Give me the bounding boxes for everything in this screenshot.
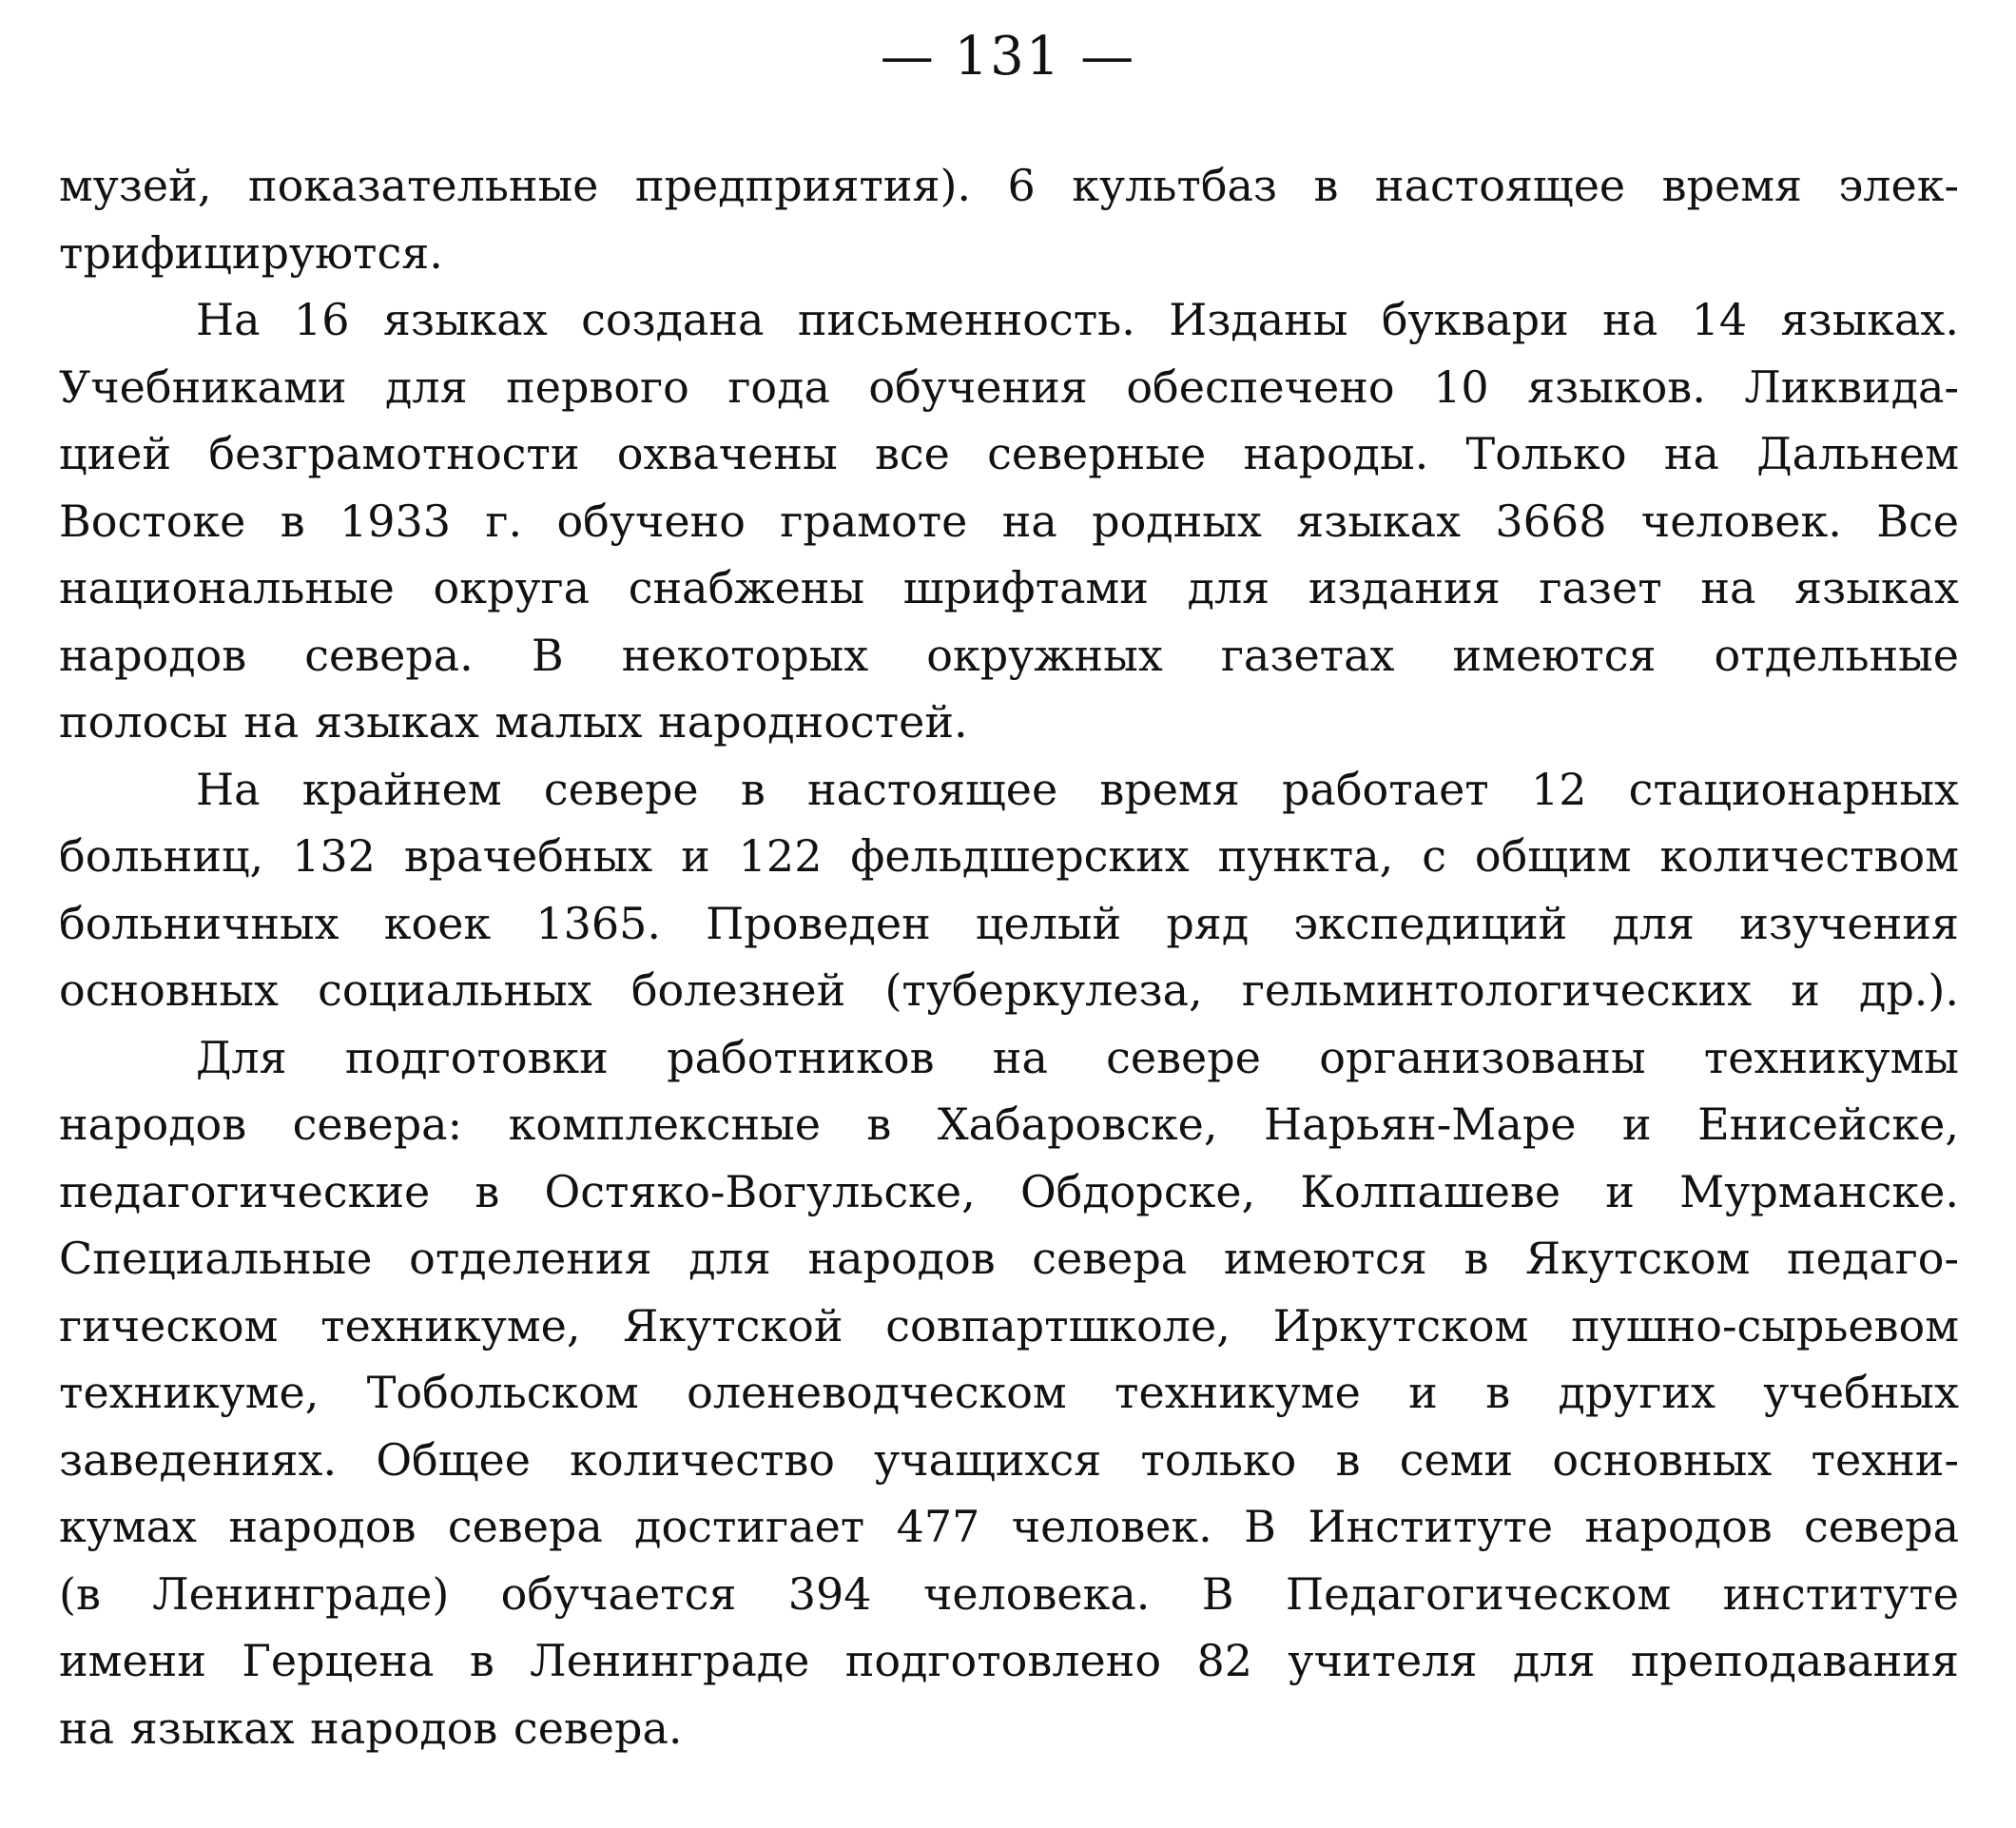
- text-line: трифицируются.: [59, 226, 443, 279]
- text-line: больниц, 132 врачебных и 122 фельдшерских пункта, с общим количеством: [59, 830, 1959, 882]
- text-line: Специальные отделения для народов севера имеются в Якутском педаго-: [59, 1233, 1959, 1284]
- text-line: на языках народов севера.: [59, 1702, 683, 1754]
- text-line: больничных коек 1365. Проведен целый ряд экспедиций для изучения: [59, 897, 1959, 949]
- text-line: техникуме, Тобольском оленеводческом техникуме и в других учебных: [59, 1367, 1959, 1418]
- text-line: педагогические в Остяко-Вогульске, Обдорске, Колпашеве и Мурманске.: [59, 1165, 1959, 1217]
- text-line: народов севера. В некоторых окружных газетах имеются отдельные: [59, 629, 1959, 681]
- body-text: [59, 152, 1959, 1761]
- text-line: гическом техникуме, Якутской совпартшколе, Иркутском пушно-сырьевом: [59, 1299, 1959, 1352]
- text-line: (в Ленинграде) обучается 394 человека. В Педагогическом институте: [59, 1567, 1959, 1620]
- text-line: На 16 языках создана письменность. Изданы буквари на 14 языках.: [196, 294, 1959, 345]
- text-line: народов севера: комплексные в Хабаровске, Нарьян-Маре и Енисейске,: [59, 1099, 1959, 1150]
- text-line: музей, показательные предприятия). 6 культбаз в настоящее время элек-: [59, 160, 1959, 211]
- text-line: кумах народов севера достигает 477 человек. В Институте народов севера: [59, 1501, 1959, 1552]
- text-line: национальные округа снабжены шрифтами для издания газет на языках: [59, 562, 1959, 613]
- paragraph: [59, 286, 1959, 756]
- text-line: Учебниками для первого года обучения обеспечено 10 языков. Ликвида-: [59, 360, 1959, 413]
- text-line: цией безграмотности охвачены все северные народы. Только на Дальнем: [59, 428, 1959, 479]
- paragraph: [59, 1024, 1959, 1762]
- page-number: — 131 —: [880, 26, 1136, 88]
- text-line: полосы на языках малых народностей.: [59, 696, 968, 748]
- text-line: Для подготовки работников на севере организованы техникумы: [196, 1031, 1959, 1083]
- text-line: основных социальных болезней (туберкулеза, гельминтологических и др.).: [59, 964, 1959, 1016]
- text-line: заведениях. Общее количество учащихся только в семи основных техни-: [59, 1433, 1959, 1486]
- text-line: На крайнем севере в настоящее время работает 12 стационарных: [196, 763, 1959, 815]
- paragraph: [59, 152, 1959, 286]
- paragraph: [59, 756, 1959, 1024]
- text-line: имени Герцена в Ленинграде подготовлено 82 учителя для преподавания: [59, 1635, 1959, 1686]
- text-line: Востоке в 1933 г. обучено грамоте на родных языках 3668 человек. Все: [59, 495, 1959, 547]
